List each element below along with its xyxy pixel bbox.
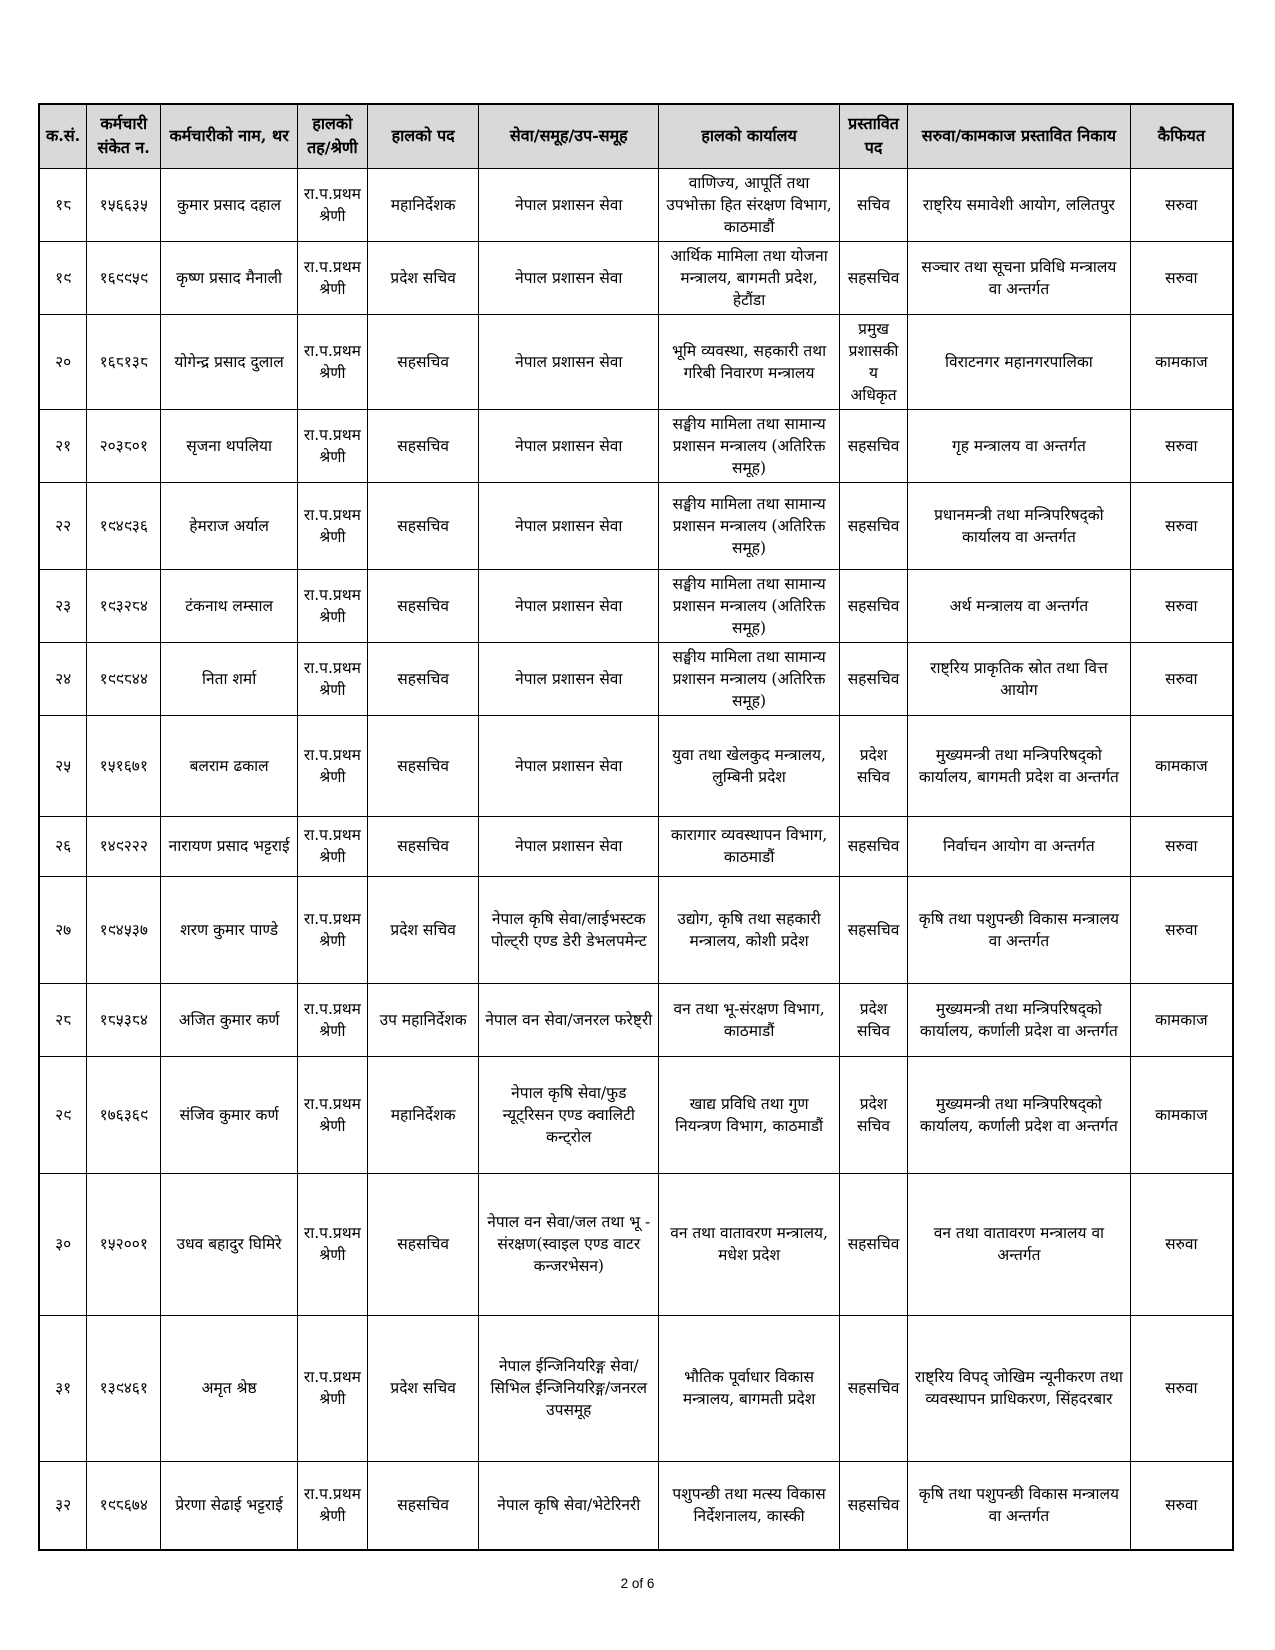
cell-employee-name: योगेन्द्र प्रसाद दुलाल [161,314,298,409]
cell-remarks: सरुवा [1130,168,1233,241]
cell-current-position: महानिर्देशक [367,1056,479,1173]
cell-service-group: नेपाल प्रशासन सेवा [479,314,659,409]
cell-service-group: नेपाल प्रशासन सेवा [479,715,659,816]
cell-employee-name: कुमार प्रसाद दहाल [161,168,298,241]
cell-proposed-body: मुख्यमन्त्री तथा मन्त्रिपरिषद्को कार्यालय, कर्णाली प्रदेश वा अन्तर्गत [908,1056,1131,1173]
cell-current-level: रा.प.प्रथम श्रेणी [297,241,367,314]
table-row [39,409,1233,482]
cell-current-position: सहसचिव [367,1461,479,1550]
cell-proposed-position: सहसचिव [840,409,908,482]
cell-employee-name: हेमराज अर्याल [161,482,298,569]
cell-proposed-position: प्रदेश सचिव [840,1056,908,1173]
table-row [39,569,1233,642]
cell-employee-code: १३९४६१ [87,1315,161,1461]
transfer-table [38,103,1234,1551]
cell-remarks: कामकाज [1130,715,1233,816]
cell-remarks: सरुवा [1130,1461,1233,1550]
page-number-indicator: 2 of 6 [620,1576,655,1591]
cell-proposed-position: सचिव [840,168,908,241]
cell-proposed-body: निर्वाचन आयोग वा अन्तर्गत [908,816,1131,876]
cell-current-position: प्रदेश सचिव [367,876,479,983]
cell-current-position: प्रदेश सचिव [367,1315,479,1461]
table-row [39,1315,1233,1461]
cell-employee-code: १९८६७४ [87,1461,161,1550]
cell-employee-code: १९३२८४ [87,569,161,642]
header-employee-name: कर्मचारीको नाम, थर [161,104,298,168]
cell-current-level: रा.प.प्रथम श्रेणी [297,1173,367,1315]
cell-proposed-position: सहसचिव [840,1315,908,1461]
cell-employee-code: १८५३८४ [87,983,161,1056]
cell-current-office: सङ्घीय मामिला तथा सामान्य प्रशासन मन्त्रालय (अतिरिक्त समूह) [659,409,840,482]
cell-current-office: सङ्घीय मामिला तथा सामान्य प्रशासन मन्त्रालय (अतिरिक्त समूह) [659,569,840,642]
cell-service-group: नेपाल वन सेवा/जनरल फरेष्ट्री [479,983,659,1056]
cell-remarks: सरुवा [1130,816,1233,876]
cell-service-group: नेपाल प्रशासन सेवा [479,409,659,482]
cell-current-office: सङ्घीय मामिला तथा सामान्य प्रशासन मन्त्रालय (अतिरिक्त समूह) [659,482,840,569]
header-service-group: सेवा/समूह/उप-समूह [479,104,659,168]
cell-remarks: सरुवा [1130,1173,1233,1315]
table-row [39,1173,1233,1315]
cell-current-level: रा.प.प्रथम श्रेणी [297,409,367,482]
cell-proposed-position: सहसचिव [840,1173,908,1315]
cell-employee-name: उधव बहादुर घिमिरे [161,1173,298,1315]
cell-proposed-position: प्रदेश सचिव [840,983,908,1056]
cell-proposed-body: राष्ट्रिय समावेशी आयोग, ललितपुर [908,168,1131,241]
cell-current-level: रा.प.प्रथम श्रेणी [297,816,367,876]
header-employee-code: कर्मचारी संकेत न. [87,104,161,168]
header-current-level: हालको तह/श्रेणी [297,104,367,168]
cell-serial-no: २० [39,314,87,409]
cell-proposed-body: अर्थ मन्त्रालय वा अन्तर्गत [908,569,1131,642]
cell-current-position: महानिर्देशक [367,168,479,241]
cell-employee-code: १९४९३६ [87,482,161,569]
cell-proposed-position: सहसचिव [840,569,908,642]
cell-proposed-body: मुख्यमन्त्री तथा मन्त्रिपरिषद्को कार्यालय, बागमती प्रदेश वा अन्तर्गत [908,715,1131,816]
table-row [39,1056,1233,1173]
cell-proposed-position: सहसचिव [840,642,908,715]
cell-employee-code: २०३८०१ [87,409,161,482]
cell-current-position: उप महानिर्देशक [367,983,479,1056]
cell-current-office: कारागार व्यवस्थापन विभाग, काठमाडौं [659,816,840,876]
header-current-office: हालको कार्यालय [659,104,840,168]
cell-current-position: सहसचिव [367,642,479,715]
cell-current-position: प्रदेश सचिव [367,241,479,314]
cell-service-group: नेपाल प्रशासन सेवा [479,241,659,314]
cell-employee-code: १९४५३७ [87,876,161,983]
cell-serial-no: २५ [39,715,87,816]
cell-proposed-body: राष्ट्रिय विपद् जोखिम न्यूनीकरण तथा व्यवस्थापन प्राधिकरण, सिंहदरबार [908,1315,1131,1461]
table-row [39,1461,1233,1550]
cell-service-group: नेपाल कृषि सेवा/लाईभस्टक पोल्ट्री एण्ड डेरी डेभलपमेन्ट [479,876,659,983]
cell-serial-no: २२ [39,482,87,569]
cell-service-group: नेपाल ईन्जिनियरिङ्ग सेवा/सिभिल ईन्जिनियरिङ्ग/जनरल उपसमूह [479,1315,659,1461]
cell-proposed-position: सहसचिव [840,1461,908,1550]
cell-current-office: भौतिक पूर्वाधार विकास मन्त्रालय, बागमती प्रदेश [659,1315,840,1461]
cell-proposed-body: प्रधानमन्त्री तथा मन्त्रिपरिषद्को कार्यालय वा अन्तर्गत [908,482,1131,569]
cell-serial-no: २१ [39,409,87,482]
cell-serial-no: १९ [39,241,87,314]
cell-current-position: सहसचिव [367,715,479,816]
header-proposed-position: प्रस्तावित पद [840,104,908,168]
cell-proposed-body: मुख्यमन्त्री तथा मन्त्रिपरिषद्को कार्यालय, कर्णाली प्रदेश वा अन्तर्गत [908,983,1131,1056]
cell-remarks: सरुवा [1130,569,1233,642]
cell-current-position: सहसचिव [367,1173,479,1315]
table-row [39,983,1233,1056]
cell-current-level: रा.प.प्रथम श्रेणी [297,876,367,983]
cell-current-level: रा.प.प्रथम श्रेणी [297,1056,367,1173]
table-row [39,876,1233,983]
header-serial-no: क.सं. [39,104,87,168]
cell-service-group: नेपाल प्रशासन सेवा [479,168,659,241]
cell-proposed-body: कृषि तथा पशुपन्छी विकास मन्त्रालय वा अन्तर्गत [908,1461,1131,1550]
cell-service-group: नेपाल प्रशासन सेवा [479,569,659,642]
header-current-position: हालको पद [367,104,479,168]
cell-current-level: रा.प.प्रथम श्रेणी [297,1315,367,1461]
cell-proposed-position: सहसचिव [840,876,908,983]
cell-serial-no: २८ [39,983,87,1056]
cell-proposed-position: प्रदेश सचिव [840,715,908,816]
cell-employee-name: अमृत श्रेष्ठ [161,1315,298,1461]
cell-remarks: सरुवा [1130,1315,1233,1461]
cell-employee-name: बलराम ढकाल [161,715,298,816]
cell-current-position: सहसचिव [367,816,479,876]
cell-remarks: सरुवा [1130,482,1233,569]
cell-serial-no: २४ [39,642,87,715]
cell-remarks: सरुवा [1130,876,1233,983]
cell-proposed-position: सहसचिव [840,241,908,314]
cell-serial-no: ३२ [39,1461,87,1550]
cell-employee-code: १९९८४४ [87,642,161,715]
cell-service-group: नेपाल प्रशासन सेवा [479,642,659,715]
cell-serial-no: २७ [39,876,87,983]
cell-current-office: युवा तथा खेलकुद मन्त्रालय, लुम्बिनी प्रदेश [659,715,840,816]
cell-service-group: नेपाल वन सेवा/जल तथा भू - संरक्षण(स्वाइल एण्ड वाटर कन्जरभेसन) [479,1173,659,1315]
cell-current-office: पशुपन्छी तथा मत्स्य विकास निर्देशनालय, कास्की [659,1461,840,1550]
cell-employee-name: संजिव कुमार कर्ण [161,1056,298,1173]
cell-employee-name: प्रेरणा सेढाई भट्टराई [161,1461,298,1550]
cell-remarks: कामकाज [1130,1056,1233,1173]
cell-remarks: सरुवा [1130,241,1233,314]
table-row [39,482,1233,569]
cell-serial-no: २६ [39,816,87,876]
table-row [39,168,1233,241]
cell-remarks: कामकाज [1130,314,1233,409]
cell-serial-no: ३१ [39,1315,87,1461]
cell-employee-name: सृजना थपलिया [161,409,298,482]
cell-current-office: आर्थिक मामिला तथा योजना मन्त्रालय, बागमती प्रदेश, हेटौंडा [659,241,840,314]
cell-current-level: रा.प.प्रथम श्रेणी [297,983,367,1056]
table-header [39,104,1233,168]
cell-current-office: वन तथा वातावरण मन्त्रालय, मधेश प्रदेश [659,1173,840,1315]
cell-employee-code: १७६३६९ [87,1056,161,1173]
cell-employee-name: अजित कुमार कर्ण [161,983,298,1056]
cell-remarks: कामकाज [1130,983,1233,1056]
cell-proposed-position: सहसचिव [840,816,908,876]
cell-employee-code: १६९९५९ [87,241,161,314]
cell-employee-code: १५६६३५ [87,168,161,241]
table-header-row [39,104,1233,168]
table-row [39,816,1233,876]
cell-current-level: रा.प.प्रथम श्रेणी [297,569,367,642]
cell-remarks: सरुवा [1130,642,1233,715]
cell-current-position: सहसचिव [367,482,479,569]
cell-serial-no: ३० [39,1173,87,1315]
cell-current-position: सहसचिव [367,409,479,482]
table-body [39,168,1233,1550]
transfer-table-container [38,103,1234,1551]
cell-employee-name: नारायण प्रसाद भट्टराई [161,816,298,876]
cell-current-level: रा.प.प्रथम श्रेणी [297,1461,367,1550]
cell-proposed-body: सञ्चार तथा सूचना प्रविधि मन्त्रालय वा अन्तर्गत [908,241,1131,314]
cell-current-office: सङ्घीय मामिला तथा सामान्य प्रशासन मन्त्रालय (अतिरिक्त समूह) [659,642,840,715]
cell-proposed-body: राष्ट्रिय प्राकृतिक स्रोत तथा वित्त आयोग [908,642,1131,715]
cell-proposed-position: प्रमुख प्रशासकीय अधिकृत [840,314,908,409]
cell-employee-name: टंकनाथ लम्साल [161,569,298,642]
cell-employee-name: निता शर्मा [161,642,298,715]
cell-employee-code: १६८१३८ [87,314,161,409]
cell-service-group: नेपाल कृषि सेवा/भेटेरिनरी [479,1461,659,1550]
cell-current-level: रा.प.प्रथम श्रेणी [297,314,367,409]
cell-employee-code: १५२००१ [87,1173,161,1315]
cell-current-position: सहसचिव [367,569,479,642]
cell-current-office: खाद्य प्रविधि तथा गुण नियन्त्रण विभाग, काठमाडौं [659,1056,840,1173]
cell-serial-no: २९ [39,1056,87,1173]
cell-service-group: नेपाल प्रशासन सेवा [479,482,659,569]
cell-employee-name: कृष्ण प्रसाद मैनाली [161,241,298,314]
cell-current-level: रा.प.प्रथम श्रेणी [297,715,367,816]
cell-employee-code: १४९२२२ [87,816,161,876]
cell-employee-name: शरण कुमार पाण्डे [161,876,298,983]
cell-proposed-body: गृह मन्त्रालय वा अन्तर्गत [908,409,1131,482]
cell-serial-no: १८ [39,168,87,241]
header-remarks: कैफियत [1130,104,1233,168]
cell-proposed-body: कृषि तथा पशुपन्छी विकास मन्त्रालय वा अन्तर्गत [908,876,1131,983]
table-row [39,715,1233,816]
cell-proposed-body: विराटनगर महानगरपालिका [908,314,1131,409]
cell-current-level: रा.प.प्रथम श्रेणी [297,642,367,715]
cell-current-level: रा.प.प्रथम श्रेणी [297,168,367,241]
cell-service-group: नेपाल कृषि सेवा/फुड न्यूट्रिसन एण्ड क्वालिटी कन्ट्रोल [479,1056,659,1173]
table-row [39,314,1233,409]
cell-remarks: सरुवा [1130,409,1233,482]
table-row [39,241,1233,314]
cell-proposed-body: वन तथा वातावरण मन्त्रालय वा अन्तर्गत [908,1173,1131,1315]
cell-service-group: नेपाल प्रशासन सेवा [479,816,659,876]
cell-current-position: सहसचिव [367,314,479,409]
cell-current-office: वाणिज्य, आपूर्ति तथा उपभोक्ता हित संरक्षण विभाग, काठमाडौं [659,168,840,241]
cell-current-office: वन तथा भू-संरक्षण विभाग, काठमाडौं [659,983,840,1056]
table-row [39,642,1233,715]
cell-serial-no: २३ [39,569,87,642]
cell-employee-code: १५१६७१ [87,715,161,816]
cell-proposed-position: सहसचिव [840,482,908,569]
cell-current-level: रा.प.प्रथम श्रेणी [297,482,367,569]
header-proposed-body: सरुवा/कामकाज प्रस्तावित निकाय [908,104,1131,168]
cell-current-office: भूमि व्यवस्था, सहकारी तथा गरिबी निवारण मन्त्रालय [659,314,840,409]
cell-current-office: उद्योग, कृषि तथा सहकारी मन्त्रालय, कोशी प्रदेश [659,876,840,983]
